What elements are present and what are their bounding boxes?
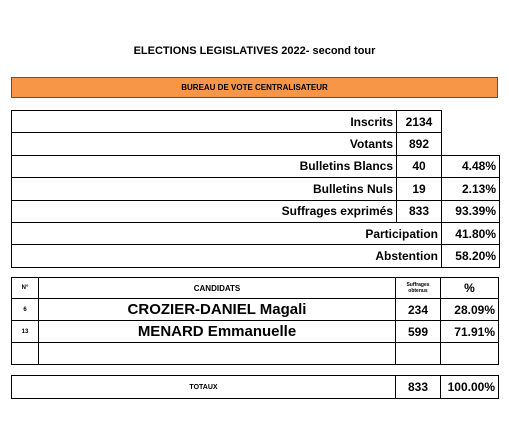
stats-row-participation bbox=[12, 222, 500, 244]
candidate-name: CROZIER-DANIEL Magali bbox=[39, 299, 396, 321]
votants-label: Votants bbox=[12, 133, 397, 155]
empty-cell bbox=[442, 111, 500, 133]
candidate-row bbox=[12, 299, 499, 321]
candidate-pct: 71.91% bbox=[441, 321, 499, 343]
inscrits-value: 2134 bbox=[397, 111, 442, 133]
empty-cell bbox=[396, 343, 441, 365]
stats-row-votants bbox=[12, 133, 500, 155]
candidates-table bbox=[11, 277, 499, 365]
stats-table bbox=[11, 110, 500, 268]
abstention-label: Abstention bbox=[12, 245, 442, 267]
totals-label: TOTAUX bbox=[12, 376, 396, 399]
header-num: N° bbox=[12, 278, 39, 299]
candidates-header-row bbox=[12, 278, 499, 299]
candidate-num: 13 bbox=[12, 321, 39, 343]
empty-cell bbox=[442, 133, 500, 155]
participation-label: Participation bbox=[12, 222, 442, 244]
totals-row bbox=[12, 376, 499, 399]
header-candidats: CANDIDATS bbox=[39, 278, 396, 299]
exprimes-label: Suffrages exprimés bbox=[12, 200, 397, 222]
blancs-pct: 4.48% bbox=[442, 155, 500, 177]
header-suffrages: Suffrages obtenus bbox=[396, 278, 441, 299]
stats-row-exprimes bbox=[12, 200, 500, 222]
candidate-name: MENARD Emmanuelle bbox=[39, 321, 396, 343]
totals-table bbox=[11, 375, 499, 399]
header-pct: % bbox=[441, 278, 499, 299]
candidate-pct: 28.09% bbox=[441, 299, 499, 321]
candidate-votes: 234 bbox=[396, 299, 441, 321]
empty-cell bbox=[441, 343, 499, 365]
inscrits-label: Inscrits bbox=[12, 111, 397, 133]
bureau-banner: BUREAU DE VOTE CENTRALISATEUR bbox=[11, 77, 498, 98]
empty-cell bbox=[39, 343, 396, 365]
candidate-row-empty bbox=[12, 343, 499, 365]
stats-row-nuls bbox=[12, 178, 500, 200]
votants-value: 892 bbox=[397, 133, 442, 155]
candidate-num: 6 bbox=[12, 299, 39, 321]
page-title: ELECTIONS LEGISLATIVES 2022- second tour bbox=[133, 45, 376, 57]
stats-row-inscrits bbox=[12, 111, 500, 133]
nuls-pct: 2.13% bbox=[442, 178, 500, 200]
abstention-pct: 58.20% bbox=[442, 245, 500, 267]
stats-row-blancs bbox=[12, 155, 500, 177]
totals-pct: 100.00% bbox=[441, 376, 499, 399]
participation-pct: 41.80% bbox=[442, 222, 500, 244]
nuls-label: Bulletins Nuls bbox=[12, 178, 397, 200]
empty-cell bbox=[12, 343, 39, 365]
nuls-value: 19 bbox=[397, 178, 442, 200]
exprimes-value: 833 bbox=[397, 200, 442, 222]
stats-row-abstention bbox=[12, 245, 500, 267]
blancs-label: Bulletins Blancs bbox=[12, 155, 397, 177]
blancs-value: 40 bbox=[397, 155, 442, 177]
candidate-row bbox=[12, 321, 499, 343]
candidate-votes: 599 bbox=[396, 321, 441, 343]
totals-votes: 833 bbox=[396, 376, 441, 399]
exprimes-pct: 93.39% bbox=[442, 200, 500, 222]
